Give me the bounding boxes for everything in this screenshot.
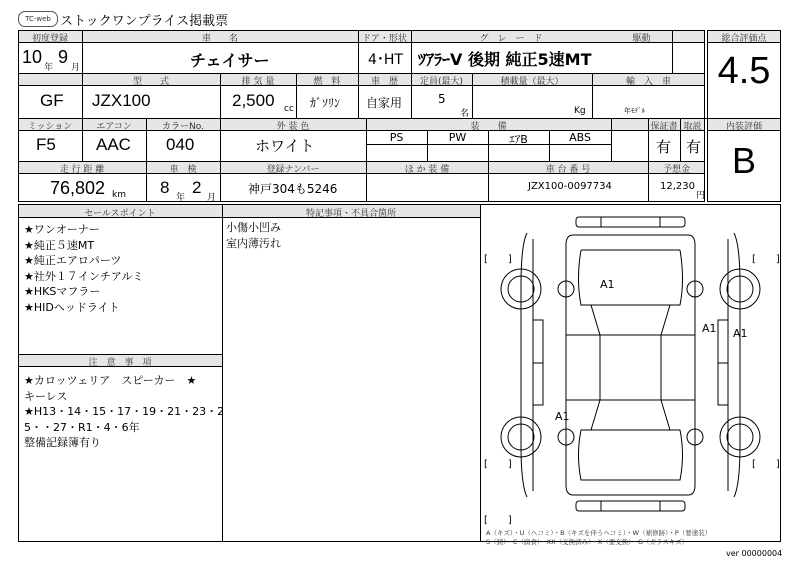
equip-ps: PS [389,131,404,144]
car-condition-diagram [481,205,780,525]
hdr-interior-score: 内装評価 [725,122,762,132]
hdr-chassis: 車 台 番 号 [545,165,591,175]
hdr-equipment: 装 備 [470,122,507,132]
list-item: ★HKSマフラー [24,285,101,298]
reg-month-unit: 月 [71,63,81,73]
plate-number: 神戸304も5246 [248,182,338,196]
capacity: 5 [438,92,446,106]
bracket-bottom: [ ] [484,515,512,526]
hdr-grade: グ レ ー ド [479,34,543,44]
warranty: 有 [656,138,672,156]
hdr-price: 予想金 [662,165,690,175]
interior-score: B [731,140,756,181]
damage-mark: A1 [733,327,748,340]
hdr-name: 車 名 [201,34,238,44]
hdr-other-equipment: ほ か 装 備 [404,165,450,175]
price: 12,230 [660,181,695,192]
chassis-number: JZX100-0097734 [528,181,612,192]
reg-month: 9 [58,47,69,67]
insp-year: 8 [160,178,170,197]
reg-year: 10 [22,47,43,67]
hdr-mission: ミッション [27,122,73,132]
hdr-notes: 特記事項・不具合箇所 [305,209,396,219]
hdr-plate: 登録ナンバー [266,165,320,175]
list-item: 室内薄汚れ [226,236,281,250]
hdr-fuel: 燃 料 [313,77,341,87]
hdr-first-reg: 初度登録 [31,34,68,44]
logo: TC-web [18,11,58,27]
overall-score: 4.5 [717,50,771,92]
hdr-displacement: 排 気 量 [241,77,275,87]
notes-list [226,220,281,251]
version-label: ver 00000004 [726,549,783,558]
hdr-manual: 取説 [683,122,702,132]
car-top-view [566,235,695,495]
list-item: キーレス [24,389,68,403]
fuel: ｶﾞｿﾘﾝ [310,96,341,110]
hdr-mileage: 走 行 距 離 [59,165,105,175]
exterior-color: ホワイト [255,138,315,155]
equip-pw: PW [448,131,467,144]
displacement-unit: cc [284,104,294,114]
color-no: 040 [166,135,195,154]
hdr-drive: 駆動 [632,34,651,44]
car-rear-view [576,501,685,511]
list-item: ★H13・14・15・17・19・21・23・2 [24,405,225,418]
displacement: 2,500 [232,91,275,110]
mileage: 76,802 [50,178,106,198]
hdr-load: 積載量（最大） [500,77,564,87]
damage-mark: A1 [555,410,570,423]
bracket-rear-right: [ ] [752,459,780,470]
reg-year-unit: 年 [44,63,54,73]
page-title: ストックワンプライス掲載票 [60,14,229,29]
manual: 有 [686,138,702,156]
hdr-warranty: 保証書 [650,122,678,132]
equip-abs: ABS [569,131,591,144]
bracket-front-left: [ ] [484,254,512,265]
car-front-view [576,217,685,227]
sales-points-list [24,222,143,315]
aircon: AAC [96,135,131,154]
hdr-import: 輸 入 車 [625,77,671,87]
list-item: ★社外１７インチアルミ [24,269,144,283]
list-item: 整備記録簿有り [24,436,101,449]
door-form: 4･HT [368,52,403,68]
model-prefix: GF [40,91,64,110]
import-note: 年ﾓﾃﾞﾙ [624,107,645,115]
spec-grid [18,30,705,202]
cautions-list [24,373,224,451]
grade: ﾂｱﾗｰV 後期 純正5速MT [418,50,592,69]
model: JZX100 [92,91,151,110]
damage-mark: A1 [702,322,717,335]
hdr-cautions: 注 意 事 項 [88,358,152,368]
mileage-unit: km [112,190,126,200]
list-item: 5・・27・R1・4・6年 [24,420,140,434]
list-item: ★純正エアロパーツ [24,254,122,267]
list-item: ★純正５速MT [24,238,95,252]
list-item: ★ワンオーナー [24,223,100,236]
list-item: 小傷小凹み [226,221,281,234]
insp-year-unit: 年 [176,193,186,203]
hdr-sales-points: セールスポイント [84,209,156,219]
equip-airbag: ｴｱB [509,133,528,146]
hdr-history: 車 歴 [370,77,398,87]
history: 自家用 [366,96,403,110]
mission: F5 [36,135,56,154]
damage-mark: A1 [600,278,615,291]
hdr-inspection: 車 検 [169,165,197,175]
vehicle-name: チェイサー [190,51,270,70]
list-item: ★カロッツェリア スピーカー ★ [24,374,197,387]
price-unit: 円 [696,191,706,201]
hdr-color-no: カラーNo. [162,122,204,132]
hdr-capacity: 定員(最大) [419,77,464,87]
insp-month-unit: 月 [207,193,217,203]
insp-month: 2 [192,178,202,197]
hdr-aircon: エアコン [96,122,132,132]
capacity-unit: 名 [460,109,470,119]
legend-line-1: A（キズ）・U（ヘコミ）・B（キズを伴うヘコミ）・W（補修跡）・P（要塗装） [486,529,712,537]
bracket-rear-left: [ ] [484,459,512,470]
list-item: ★HIDヘッドライト [24,300,120,314]
bracket-front-right: [ ] [752,254,780,265]
legend-line-2: S（錆）・C（腐食）・XX（交換済み）・X（要交換）・G（ガラスキズ） [486,538,689,546]
hdr-door-form: ドア・形状 [362,34,407,44]
load-unit: Kg [574,106,586,116]
hdr-model: 型 式 [132,77,169,87]
hdr-overall-score: 総合評価点 [721,34,767,44]
hdr-exterior: 外 装 色 [276,122,310,132]
